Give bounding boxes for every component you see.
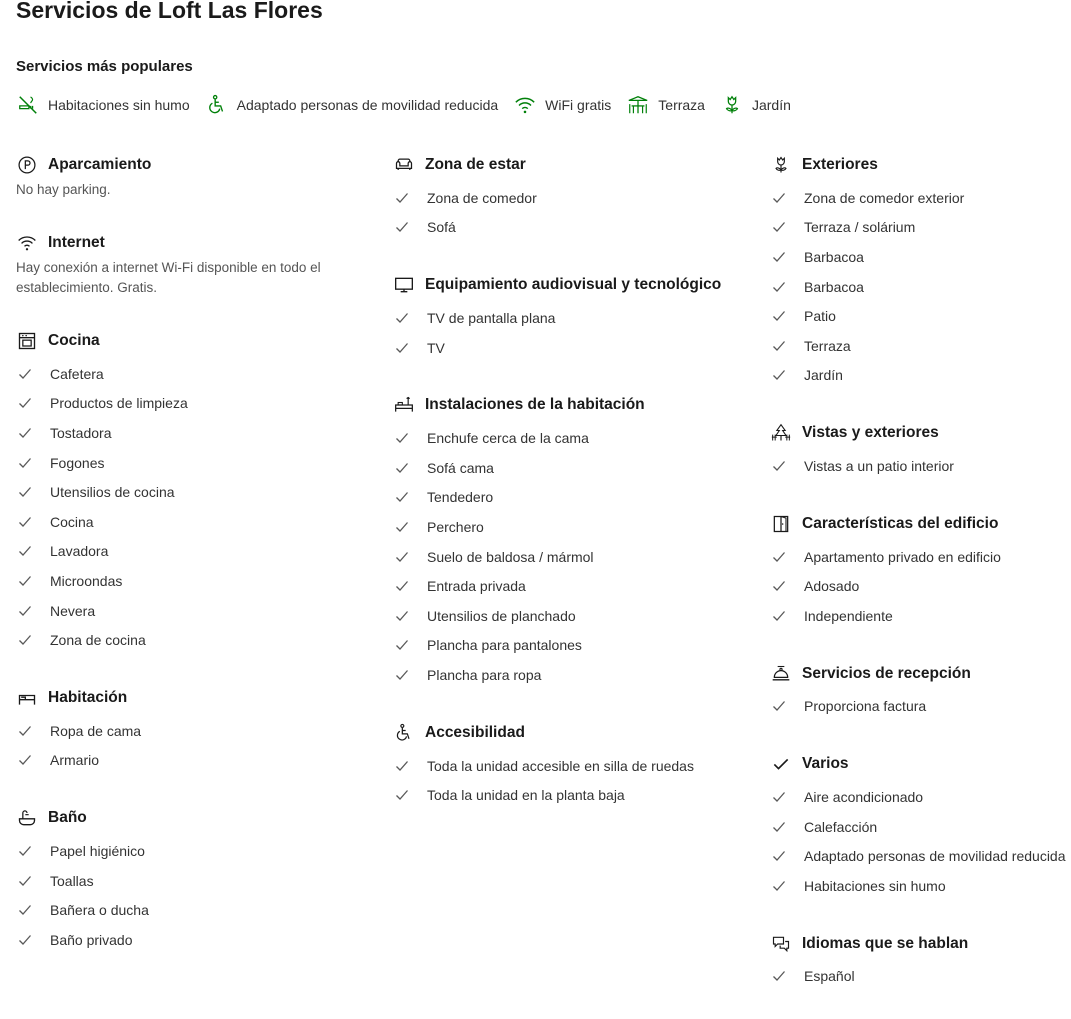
checkmark-icon	[772, 280, 786, 294]
facility-section-title: Baño	[48, 809, 87, 827]
facility-section	[770, 150, 1070, 390]
facility-section-header	[770, 418, 1070, 448]
popular-facility-label: WiFi gratis	[545, 97, 612, 113]
facility-section-title: Idiomas que se hablan	[802, 934, 969, 952]
facility-list-item	[393, 780, 753, 810]
checkmark-icon	[395, 550, 409, 564]
facility-list-item	[16, 836, 366, 866]
facility-section-header	[393, 390, 753, 420]
popular-facility-label: Adaptado personas de movilidad reducida	[236, 97, 499, 113]
facility-section-header	[16, 150, 366, 180]
facility-item-label: Calefacción	[804, 818, 878, 835]
facility-list-item	[770, 841, 1070, 871]
facility-section-title: Accesibilidad	[425, 723, 525, 741]
facility-list-item	[16, 746, 366, 776]
wifi-icon	[16, 232, 38, 254]
facility-item-label: Enchufe cerca de la cama	[427, 430, 589, 447]
facility-item-label: Sofá cama	[427, 459, 494, 476]
facility-list-item	[393, 423, 753, 453]
checkmark-icon	[18, 396, 32, 410]
checkmark-icon	[395, 461, 409, 475]
popular-facilities-heading: Servicios más populares	[16, 58, 193, 75]
facility-list-item	[16, 895, 366, 925]
popular-facility-label: Habitaciones sin humo	[48, 97, 190, 113]
checkmark-icon	[772, 191, 786, 205]
facility-list	[393, 423, 753, 689]
facility-item-label: Vistas a un patio interior	[804, 457, 954, 474]
facility-item-label: Plancha para ropa	[427, 666, 542, 683]
popular-facility-item	[513, 93, 611, 117]
facility-list	[770, 451, 1070, 481]
facility-section-description: Hay conexión a internet Wi-Fi disponible en todo el establecimiento. Gratis.	[16, 260, 321, 295]
facility-list-item	[393, 660, 753, 690]
facility-list-item	[770, 213, 1070, 243]
facility-list-item	[393, 571, 753, 601]
facility-list-item	[16, 389, 366, 419]
checkmark-icon	[18, 903, 32, 917]
facility-list-item	[393, 303, 753, 333]
facility-list-item	[393, 512, 753, 542]
popular-facility-item	[16, 93, 190, 117]
checkmark-icon	[772, 579, 786, 593]
facility-item-label: Apartamento privado en edificio	[804, 548, 1001, 565]
facility-section	[770, 749, 1070, 900]
checkmark-icon	[18, 544, 32, 558]
checkmark-icon	[395, 191, 409, 205]
facility-list-item	[16, 359, 366, 389]
checkmark-icon	[772, 699, 786, 713]
facility-list-item	[393, 631, 753, 661]
facility-list-item	[16, 716, 366, 746]
checkmark-icon	[395, 520, 409, 534]
facility-item-label: Zona de comedor	[427, 189, 537, 206]
checkmark-icon	[395, 431, 409, 445]
checkmark-icon	[772, 820, 786, 834]
facility-item-label: Barbacoa	[804, 248, 864, 265]
facility-item-label: Suelo de baldosa / mármol	[427, 548, 594, 565]
popular-facilities-list	[16, 93, 806, 117]
facility-section-description: No hay parking.	[16, 182, 111, 197]
popular-facility-item	[626, 93, 705, 117]
facility-section-header	[16, 683, 366, 713]
checkmark-icon	[772, 368, 786, 382]
checkmark-icon	[395, 579, 409, 593]
checkmark-icon	[772, 550, 786, 564]
bath-icon	[16, 807, 38, 829]
facility-list	[393, 183, 753, 242]
facility-item-label: Microondas	[50, 572, 123, 589]
facility-item-label: Nevera	[50, 602, 96, 619]
checkmark-icon	[18, 574, 32, 588]
wheelchair-icon	[393, 722, 415, 744]
facility-list-item	[770, 692, 1070, 722]
facility-list-item	[16, 448, 366, 478]
facility-item-label: Proporciona factura	[804, 698, 927, 715]
facility-list-item	[770, 601, 1070, 631]
facilities-column-1	[16, 150, 366, 983]
reception-bell-icon	[770, 663, 792, 685]
checkmark-icon	[772, 250, 786, 264]
checkmark-icon	[395, 341, 409, 355]
page-title: Servicios de Loft Las Flores	[16, 0, 323, 23]
facility-section-title: Varios	[802, 755, 849, 773]
facility-section	[770, 509, 1070, 631]
checkmark-icon	[395, 638, 409, 652]
facility-item-label: Fogones	[50, 454, 105, 471]
facility-section-title: Equipamiento audiovisual y tecnológico	[425, 276, 722, 294]
facility-list	[16, 359, 366, 655]
checkmark-icon	[772, 309, 786, 323]
checkmark-icon	[772, 879, 786, 893]
facility-list-item	[393, 183, 753, 213]
checkmark-icon	[395, 609, 409, 623]
facility-item-label: Zona de cocina	[50, 632, 146, 649]
facility-item-label: TV de pantalla plana	[427, 309, 556, 326]
facility-section-title: Vistas y exteriores	[802, 424, 939, 442]
speech-bubbles-icon	[770, 933, 792, 955]
kitchen-icon	[16, 330, 38, 352]
facility-item-label: Cocina	[50, 513, 94, 530]
facility-item-label: Toda la unidad accesible en silla de ruedas	[427, 757, 694, 774]
facility-item-label: Ropa de cama	[50, 722, 142, 739]
facility-section-header	[16, 228, 366, 258]
facility-list-item	[393, 483, 753, 513]
checkmark-icon	[18, 724, 32, 738]
facility-item-label: Español	[804, 968, 855, 985]
facility-item-label: Bañera o ducha	[50, 902, 149, 919]
facility-section-title: Aparcamiento	[48, 156, 152, 173]
facility-section	[16, 803, 366, 954]
tree-icon	[770, 422, 792, 444]
facility-item-label: Habitaciones sin humo	[804, 877, 946, 894]
facility-list	[770, 183, 1070, 390]
popular-facility-item	[205, 93, 499, 117]
facility-list	[16, 716, 366, 775]
checkmark-icon	[18, 456, 32, 470]
facility-section-header	[770, 929, 1070, 959]
facility-section	[16, 228, 366, 298]
facility-item-label: Terraza	[804, 337, 851, 354]
facility-item-label: Papel higiénico	[50, 842, 145, 859]
checkmark-icon	[18, 367, 32, 381]
facility-list-item	[770, 242, 1070, 272]
facility-section-header	[16, 326, 366, 356]
facility-list-item	[770, 871, 1070, 901]
checkmark-icon	[18, 426, 32, 440]
facility-item-label: Plancha para pantalones	[427, 637, 582, 654]
checkmark-icon	[395, 220, 409, 234]
facility-list-item	[16, 866, 366, 896]
facility-section-header	[16, 803, 366, 833]
door-icon	[770, 513, 792, 535]
facility-item-label: Armario	[50, 752, 100, 769]
sofa-icon	[393, 154, 415, 176]
facility-list-item	[16, 537, 366, 567]
facility-list	[770, 542, 1070, 631]
facility-section	[16, 326, 366, 655]
checkmark-icon	[772, 849, 786, 863]
facility-item-label: Patio	[804, 308, 836, 325]
facility-section-header	[770, 509, 1070, 539]
facility-list	[770, 962, 1070, 992]
facility-item-label: Tendedero	[427, 489, 494, 506]
facility-item-label: Lavadora	[50, 543, 109, 560]
facility-section-title: Servicios de recepción	[802, 664, 971, 682]
facility-section-title: Zona de estar	[425, 156, 526, 173]
facility-item-label: Entrada privada	[427, 578, 526, 595]
checkmark-icon	[18, 844, 32, 858]
checkmark-icon	[18, 604, 32, 618]
facility-section-header	[770, 150, 1070, 180]
facility-item-label: Productos de limpieza	[50, 395, 188, 412]
facility-item-label: Toallas	[50, 872, 94, 889]
facility-section-title: Internet	[48, 234, 105, 251]
facility-section	[393, 270, 753, 362]
check-icon	[770, 753, 792, 775]
facility-item-label: Barbacoa	[804, 278, 864, 295]
facility-section-header	[770, 659, 1070, 689]
facility-section-title: Cocina	[48, 332, 100, 349]
wheelchair-icon	[205, 93, 229, 117]
facility-section	[393, 718, 753, 810]
facility-item-label: Jardín	[804, 367, 843, 384]
facility-list-item	[770, 542, 1070, 572]
facility-item-label: Independiente	[804, 607, 893, 624]
facility-item-label: Utensilios de planchado	[427, 607, 576, 624]
facility-item-label: Toda la unidad en la planta baja	[427, 787, 625, 804]
checkmark-icon	[772, 339, 786, 353]
facility-section	[770, 929, 1070, 992]
tv-icon	[393, 274, 415, 296]
facility-item-label: Adaptado personas de movilidad reducida	[804, 848, 1066, 865]
facility-item-label: Baño privado	[50, 931, 133, 948]
facility-list-item	[770, 812, 1070, 842]
facility-item-label: Aire acondicionado	[804, 788, 924, 805]
parking-icon	[16, 154, 38, 176]
checkmark-icon	[395, 311, 409, 325]
facility-list-item	[16, 925, 366, 955]
facility-section-header	[393, 270, 753, 300]
checkmark-icon	[18, 753, 32, 767]
facility-section	[393, 150, 753, 242]
checkmark-icon	[18, 485, 32, 499]
popular-facility-item	[720, 93, 791, 117]
checkmark-icon	[18, 633, 32, 647]
facility-list-item	[770, 962, 1070, 992]
checkmark-icon	[772, 790, 786, 804]
checkmark-icon	[772, 969, 786, 983]
facility-section-title: Características del edificio	[802, 514, 999, 532]
facilities-column-3	[770, 150, 1070, 1019]
facility-item-label: Adosado	[804, 578, 860, 595]
facilities-column-2	[393, 150, 753, 838]
terrace-icon	[626, 93, 650, 117]
facility-list-item	[770, 451, 1070, 481]
facility-list-item	[770, 183, 1070, 213]
facility-section-header	[770, 749, 1070, 779]
facility-list-item	[393, 542, 753, 572]
facility-list-item	[16, 507, 366, 537]
facility-list	[770, 782, 1070, 900]
facility-list-item	[16, 477, 366, 507]
garden-icon	[770, 154, 792, 176]
facility-list-item	[770, 331, 1070, 361]
wifi-icon	[513, 93, 537, 117]
checkmark-icon	[772, 220, 786, 234]
facility-section	[16, 683, 366, 775]
bed-icon	[16, 687, 38, 709]
facility-item-label: TV	[427, 339, 445, 356]
facility-list-item	[393, 601, 753, 631]
facility-section-header	[393, 718, 753, 748]
checkmark-icon	[772, 609, 786, 623]
facility-list-item	[16, 596, 366, 626]
checkmark-icon	[18, 933, 32, 947]
facility-list-item	[770, 571, 1070, 601]
facility-list-item	[770, 301, 1070, 331]
facility-item-label: Perchero	[427, 518, 484, 535]
facility-list-item	[770, 272, 1070, 302]
checkmark-icon	[18, 515, 32, 529]
facility-list-item	[393, 751, 753, 781]
facility-item-label: Sofá	[427, 219, 456, 236]
facility-list-item	[770, 782, 1070, 812]
facility-section-header	[393, 150, 753, 180]
facility-list-item	[393, 333, 753, 363]
facility-list-item	[16, 625, 366, 655]
no-smoking-icon	[16, 93, 40, 117]
facility-list	[393, 751, 753, 810]
facility-item-label: Tostadora	[50, 424, 112, 441]
facility-section-title: Exteriores	[802, 156, 878, 173]
facility-list	[770, 692, 1070, 722]
checkmark-icon	[395, 490, 409, 504]
facility-list	[16, 836, 366, 954]
facility-list-item	[16, 566, 366, 596]
facility-section	[16, 150, 366, 200]
facility-list	[393, 303, 753, 362]
checkmark-icon	[395, 668, 409, 682]
facility-list-item	[393, 213, 753, 243]
facility-section-title: Habitación	[48, 688, 128, 706]
facility-list-item	[393, 453, 753, 483]
facility-section-title: Instalaciones de la habitación	[425, 396, 645, 414]
facility-section	[393, 390, 753, 689]
facility-list-item	[770, 361, 1070, 391]
facility-section	[770, 659, 1070, 722]
facility-section	[770, 418, 1070, 481]
garden-icon	[720, 93, 744, 117]
facility-list-item	[16, 418, 366, 448]
checkmark-icon	[395, 788, 409, 802]
facility-item-label: Terraza / solárium	[804, 219, 916, 236]
popular-facility-label: Terraza	[658, 97, 705, 113]
facility-item-label: Cafetera	[50, 365, 104, 382]
checkmark-icon	[395, 759, 409, 773]
facility-item-label: Utensilios de cocina	[50, 484, 175, 501]
room-icon	[393, 394, 415, 416]
checkmark-icon	[772, 459, 786, 473]
popular-facility-label: Jardín	[751, 97, 791, 113]
checkmark-icon	[18, 874, 32, 888]
facility-item-label: Zona de comedor exterior	[804, 189, 965, 206]
